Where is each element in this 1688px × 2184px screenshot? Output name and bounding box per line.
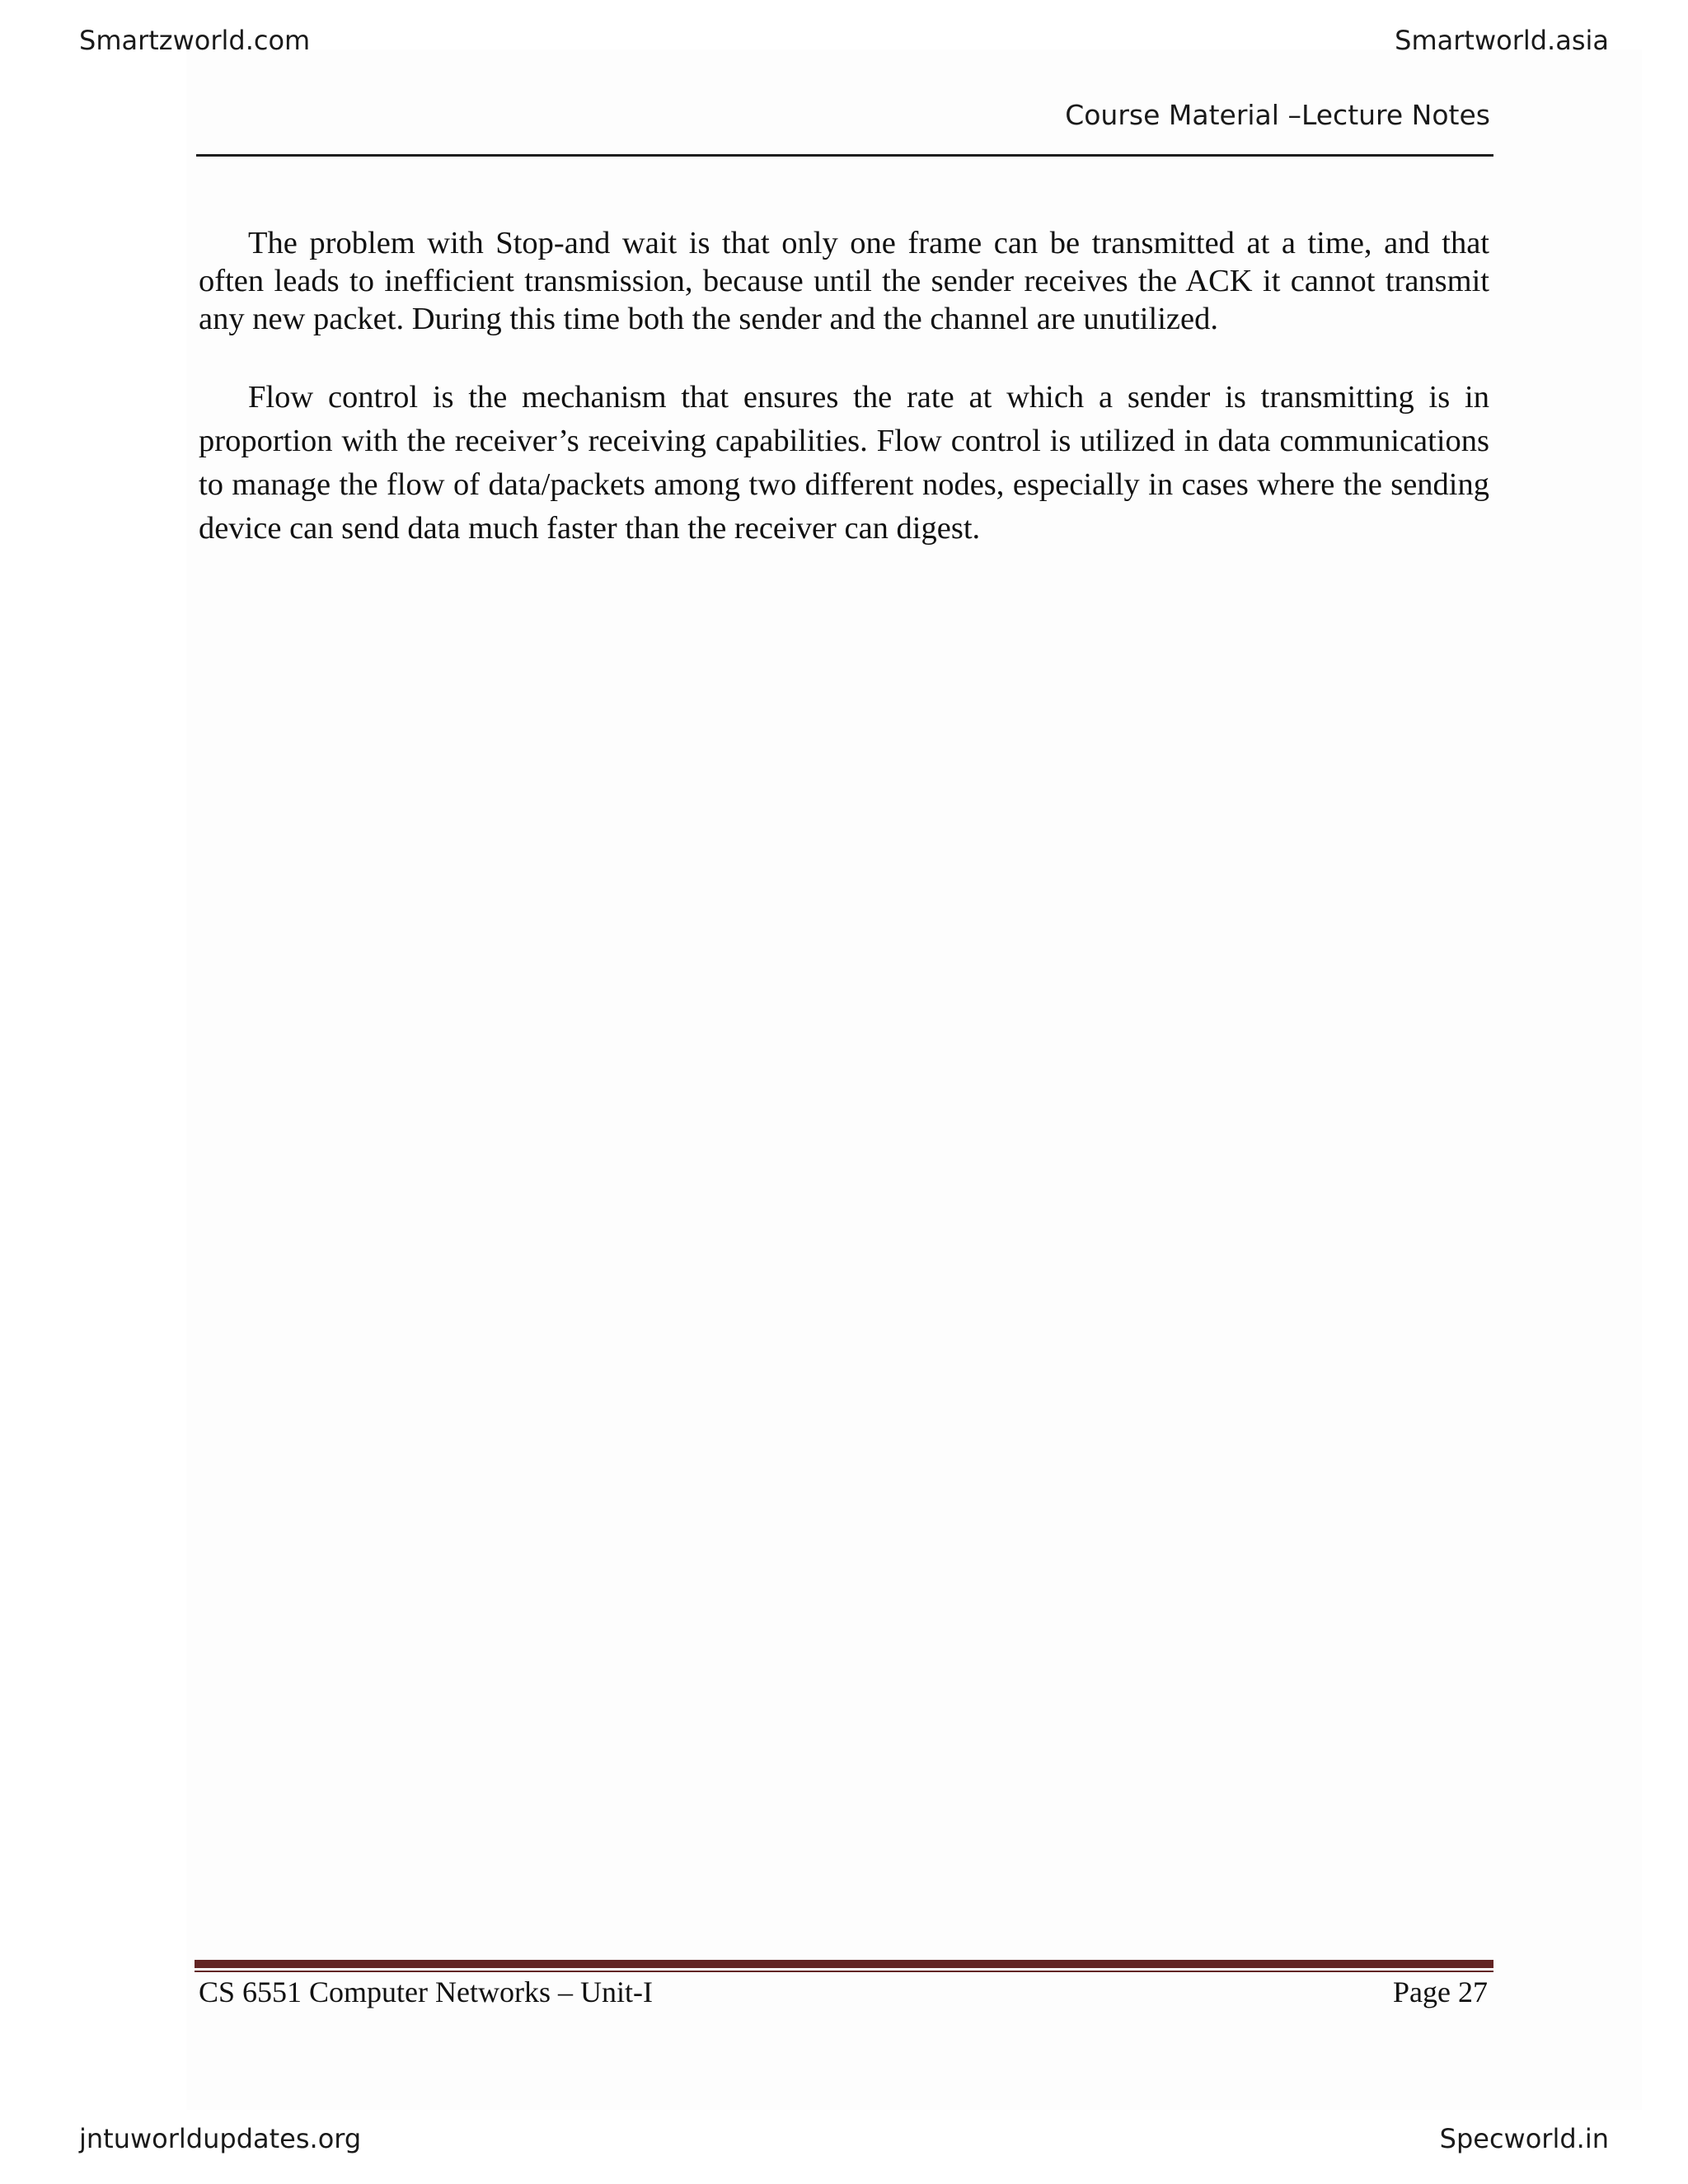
body-paragraph: The problem with Stop-and wait is that only one frame can be transmitted at a time, and that often leads to inefficient transmission, because until the sender receives the ACK it cannot transmit any new packet. During this time both the sender and the channel are unutilized. [199,226,1489,336]
body-paragraph: Flow control is the mechanism that ensures the rate at which a sender is transmitting is in proportion with the receiver’s receiving capabilities. Flow control is utilized in data communications to manage the flow of data/packets among two different nodes, especially in cases where the sending device can send data much faster than the receiver can digest. [199,380,1489,546]
watermark-top-left: Smartzworld.com [79,25,311,56]
footer-page-number: Page 27 [1393,1975,1488,2008]
header-rule [196,154,1493,157]
footer-rule-thin [195,1971,1493,1972]
watermark-top-right: Smartworld.asia [1395,25,1609,56]
watermark-bottom-left: jntuworldupdates.org [79,2123,362,2154]
footer-course-title: CS 6551 Computer Networks – Unit-I [199,1975,653,2008]
watermark-bottom-right: Specworld.in [1439,2123,1609,2154]
page-sheet [186,49,1642,2110]
running-header-title: Course Material –Lecture Notes [1065,99,1490,131]
footer-rule-thick [195,1960,1493,1968]
